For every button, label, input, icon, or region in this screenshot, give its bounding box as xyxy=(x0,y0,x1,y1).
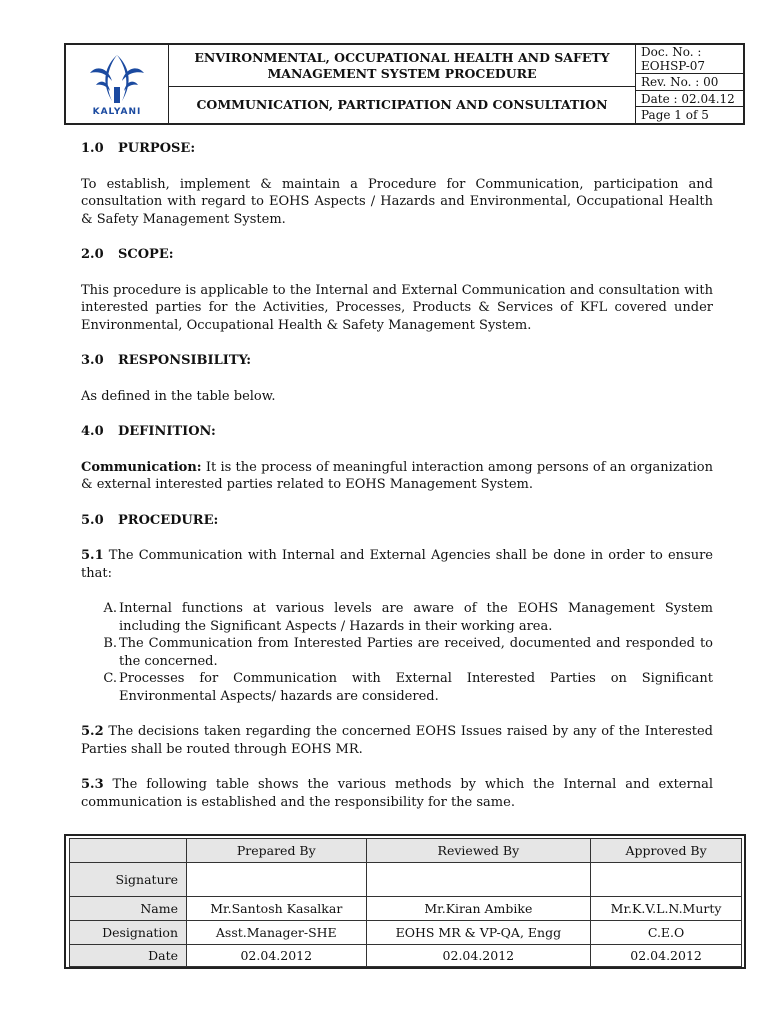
table-cell: 02.04.2012 xyxy=(366,945,591,967)
section-heading-purpose: 1.0 PURPOSE: xyxy=(81,141,196,156)
list-item: C. Processes for Communication with External Interested Parties on Significant Environmental Aspects/ hazards are considered. xyxy=(103,671,713,704)
table-row xyxy=(70,945,742,967)
procedure-5-1: 5.1 The Communication with Internal and External Agencies shall be done in order to ensure that: xyxy=(81,548,713,581)
purpose-text: To establish, implement & maintain a Procedure for Communication, participation and consultation with regard to EOHS Aspects / Hazards and Environmental, Occupational Health & Safety Management System. xyxy=(81,176,713,227)
list-item: A. Internal functions at various levels are aware of the EOHS Management System including the Significant Aspects / Hazards in their working area. xyxy=(103,601,713,634)
signature-cell xyxy=(366,863,591,897)
document-meta xyxy=(636,45,743,123)
logo-wordmark: KALYANI xyxy=(92,107,142,117)
definition-text: Communication: It is the process of meaningful interaction among persons of an organization & external interested parties related to EOHS Management System. xyxy=(81,459,713,492)
section-heading-responsibility: 3.0 RESPONSIBILITY: xyxy=(81,353,251,368)
section-heading-scope: 2.0 SCOPE: xyxy=(81,247,174,262)
kalyani-logo-icon xyxy=(82,51,152,107)
section-heading-definition: 4.0 DEFINITION: xyxy=(81,424,216,439)
table-cell: 02.04.2012 xyxy=(591,945,742,967)
scope-text: This procedure is applicable to the Internal and External Communication and consultation with interested parties for the Activities, Processes, Products & Services of KFL covered under Environmental, Occupational Health & Safety Management System. xyxy=(81,282,713,333)
row-label: Designation xyxy=(70,921,187,945)
approval-table xyxy=(64,834,746,969)
signature-cell xyxy=(187,863,367,897)
document-header xyxy=(64,43,745,125)
column-header: Reviewed By xyxy=(366,839,591,863)
procedure-list xyxy=(81,600,713,705)
row-label: Signature xyxy=(70,863,187,897)
procedure-5-2: 5.2 The decisions taken regarding the concerned EOHS Issues raised by any of the Interested Parties shall be routed through EOHS MR. xyxy=(81,724,713,757)
revision-number: Rev. No. : 00 xyxy=(636,74,743,91)
procedure-5-3: 5.3 The following table shows the various methods by which the Internal and external communication is established and the responsibility for the same. xyxy=(81,777,713,810)
column-header: Prepared By xyxy=(187,839,367,863)
table-cell: C.E.O xyxy=(591,921,742,945)
title-cell xyxy=(169,45,636,123)
table-cell: 02.04.2012 xyxy=(187,945,367,967)
logo-cell xyxy=(66,45,169,123)
table-row xyxy=(70,921,742,945)
table-row xyxy=(70,863,742,897)
definition-term: Communication: xyxy=(81,459,202,475)
issue-date: Date : 02.04.12 xyxy=(636,91,743,108)
section-heading-procedure: 5.0 PROCEDURE: xyxy=(81,512,219,528)
column-header: Approved By xyxy=(591,839,742,863)
table-cell: Mr.Kiran Ambike xyxy=(366,897,591,921)
doc-number: Doc. No. : EOHSP-07 xyxy=(636,45,743,74)
table-cell: Mr.K.V.L.N.Murty xyxy=(591,897,742,921)
responsibility-text: As defined in the table below. xyxy=(81,388,276,404)
signature-cell xyxy=(591,863,742,897)
table-corner xyxy=(70,839,187,863)
document-body xyxy=(81,140,713,811)
document-subtitle: COMMUNICATION, PARTICIPATION AND CONSULTATION xyxy=(196,97,608,112)
table-cell: EOHS MR & VP-QA, Engg xyxy=(366,921,591,945)
row-label: Name xyxy=(70,897,187,921)
document-title: ENVIRONMENTAL, OCCUPATIONAL HEALTH AND SAFETY MANAGEMENT SYSTEM PROCEDURE xyxy=(169,45,635,87)
list-item: B. The Communication from Interested Parties are received, documented and responded to the concerned. xyxy=(103,636,713,669)
row-label: Date xyxy=(70,945,187,967)
page-number: Page 1 of 5 xyxy=(641,108,709,123)
table-row xyxy=(70,897,742,921)
table-cell: Asst.Manager-SHE xyxy=(187,921,367,945)
table-cell: Mr.Santosh Kasalkar xyxy=(187,897,367,921)
